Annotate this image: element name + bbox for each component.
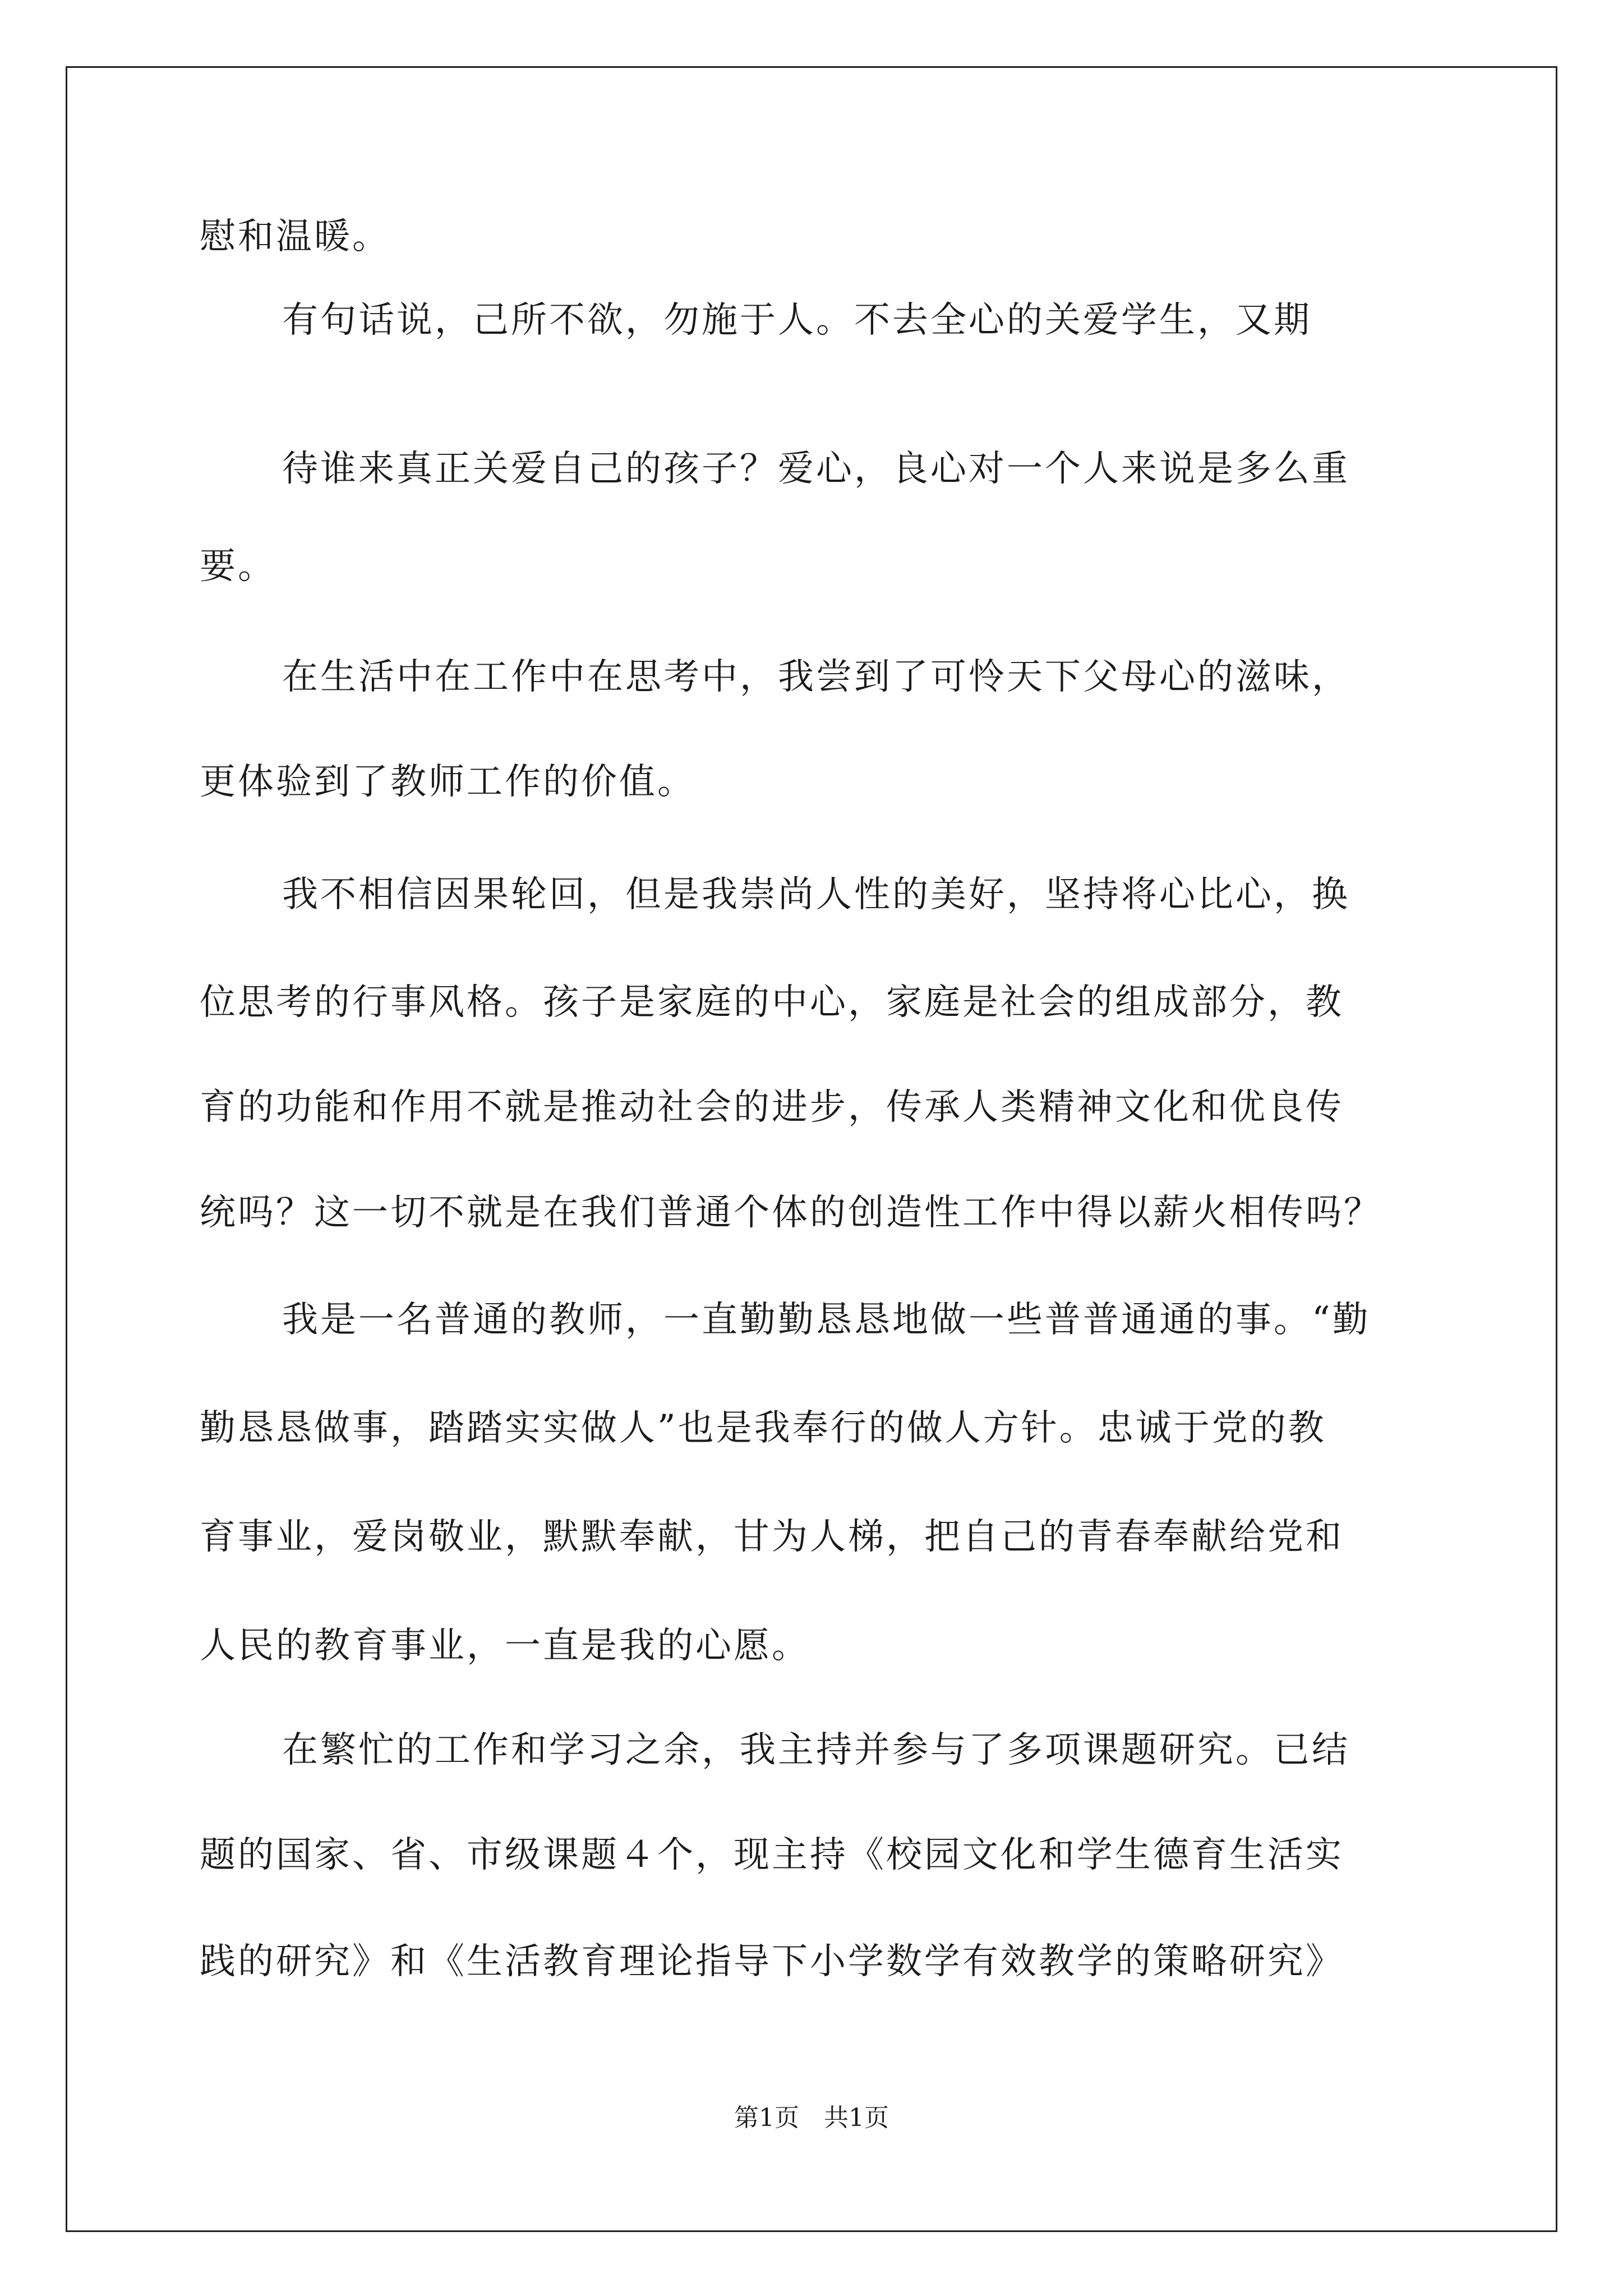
text-line: 统吗？这一切不就是在我们普通个体的创造性工作中得以薪火相传吗？ <box>200 1192 1382 1234</box>
text-line: 人民的教育事业，一直是我的心愿。 <box>200 1625 810 1667</box>
text-line: 勤恳恳做事，踏踏实实做人”也是我奉行的做人方针。忠诚于党的教 <box>200 1407 1326 1449</box>
text-line: 更体验到了教师工作的价值。 <box>200 761 695 803</box>
paragraph-first-line: 我是一名普通的教师，一直勤勤恳恳地做一些普普通通的事。“勤 <box>282 1299 1371 1341</box>
page-border <box>66 66 1557 2232</box>
text-line: 慰和温暖。 <box>200 216 390 257</box>
text-line: 要。 <box>200 546 276 587</box>
text-line: 题的国家、省、市级课题４个，现主持《校园文化和学生德育生活实 <box>200 1834 1344 1876</box>
text-line: 待谁来真正关爱自己的孩子？爱心，良心对一个人来说是多么重 <box>282 448 1350 490</box>
paragraph-first-line: 有句话说，己所不欲，勿施于人。不去全心的关爱学生，又期 <box>282 300 1312 341</box>
text-line: 育事业，爱岗敬业，默默奉献，甘为人梯，把自己的青春奉献给党和 <box>200 1516 1344 1558</box>
paragraph-first-line: 在生活中在工作中在思考中，我尝到了可怜天下父母心的滋味， <box>282 656 1350 698</box>
paragraph-first-line: 在繁忙的工作和学习之余，我主持并参与了多项课题研究。已结 <box>282 1729 1350 1771</box>
text-line: 位思考的行事风格。孩子是家庭的中心，家庭是社会的组成部分，教 <box>200 982 1344 1023</box>
text-line: 践的研究》和《生活教育理论指导下小学数学有效教学的策略研究》 <box>200 1941 1344 1982</box>
page-footer: 第1页 共1页 <box>734 2104 889 2132</box>
text-line: 育的功能和作用不就是推动社会的进步，传承人类精神文化和优良传 <box>200 1087 1344 1128</box>
paragraph-first-line: 我不相信因果轮回，但是我崇尚人性的美好，坚持将心比心，换 <box>282 874 1350 915</box>
